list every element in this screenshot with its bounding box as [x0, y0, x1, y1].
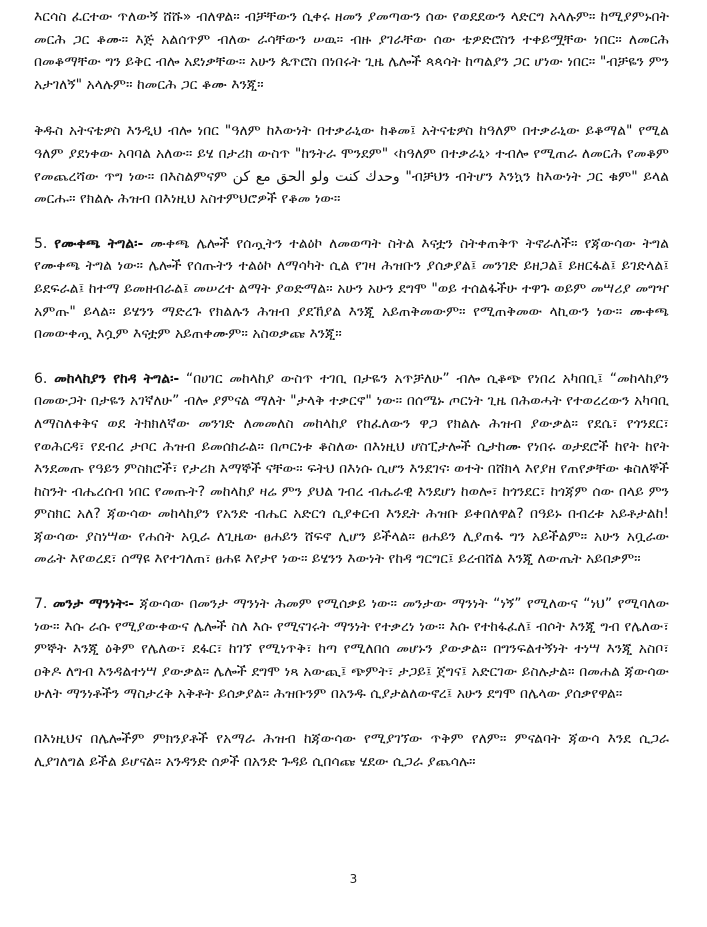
section-text: “በሀገር መከላከያ ውስጥ ተገቢ በታዬን አጥቻለሁ” ብሎ ሲቆጭ የነበረ አካበቢ፤ “መከላከያን በመውጋት በታዬን አገኛለሁ” ብሎ ያምናል ማለት "ታላቅ ተቃርኖ" ነው። በሰሜኑ ጦርነት ጊዜ በሕወሓት የተወረረውን አካባቢ ለማስለቀቅና ወደ ትክክለኛው መንገድ ለመመለስ መከላከያ የከፈለውን ዋጋ የክልሉ ሕዝብ ያውቃል። የደሴ፣ የጎንደር፣ የወሕርዳ፣ የደብረ ታቦር ሕዝብ ይመሰክራል። በጦርነቱ ቆስለው በእነዚህ ሆስፒታሎች ሲታከሙ የነበሩ ወታደሮች ከየት ከየት እንደመጡ የዓይን ምስክሮች፣ የታሪክ እማኞች ናቸው። ፍትህ በእነሱ ሲሆን እንደገና፡ ወተት በሸክላ እየያዘ የጠየቃቸው ቁስለኞች ከስንት ብሔረሰብ ነበር የመጡት? መከላከያ ዛሬ ምን ያህል ገብረ ብሔራዊ እንደሆነ ከወሎ፣ ከጎንደር፣ ከጎጃም ሰው በላይ ምን ምስክር አለ? ጃውሳው መከላከያን የአንድ ብሔር አድርጎ ሲያቀርብ እንዴት ሕዝቡ ይቀበለዋል? በዓይኑ በብረቱ አይቶታልከ! ጃውሳው ያስነሣው የሐሰት አቧራ ለጊዜው ፀሐይን ሸፍኖ ሊሆን ይችላል። ፀሐይን ሊያጠፋ ግን አይችልም። አሁን አቧራው መሬት እየወረደ፣ ሰማዩ እየተገለጠ፣ ፀሐዩ እየታየ ነው። ይሄንን እውነት የከዳ ግርግር፤ ይረብሸል እንጂ ለውጤት አይበቃም። [34, 370, 670, 568]
section-heading: መንታ ማንነት፡- [52, 596, 135, 613]
section-number: 7. [34, 596, 48, 613]
paragraph-intro [34, 6, 669, 96]
paragraph-text: በእነዚህና በሌሎችም ምክንያቶች የአማራ ሕዝብ ከጃውሳው የሚያገኘው ጥቅም የለም። ምናልባት ጃውሳ እንደ ሲጋራ ሊያገለግል ይችል ይሆናል። አንዳንድ ሰዎች በአንድ ጉዳይ ሲበሳጩ ሄደው ሲጋራ ያጨሳሉ። [34, 731, 669, 770]
paragraph-athanasius [34, 120, 669, 210]
paragraph-conclusion [34, 728, 669, 773]
paragraph-text: እርሳስ ፈርተው ጥለውኝ ሸሹ» ብለዋል። ብቻቸውን ሲቀሩ ዘመን ያመጣውን ሰው የወደደውን ላድርግ አላሉም። ከሚያምኑበት መርሕ ጋር ቆሙ። እጅ አልሰጥም ብለው ራሳቸውን ሠዉ። ብዙ ያገራቸው ሰው ቴዎድሮስን ተቀይሟቸው ነበር። ለመርሕ በመቆማቸው ግን ይቅር ብሎ አደነቃቸው። አሁን ጴጥሮስ በነበሩት ጊዜ ሌሎች ጳጳሳት ከጣልያን ጋር ሆነው ነበር። "ብቻዬን ምን አታገለኝ" አላሉም። ከመርሕ ጋር ቆሙ እንጂ። [34, 9, 669, 93]
section-text: ሙቀጫ ሌሎች የሰጧትን ተልዕኮ ለመወጣት ስትል እናቷን ስትቀጠቅጥ ትኖራለች። የጃውሳው ትግል የሙቀጫ ትግል ነው። ሌሎች የሰጡትን ተልዕኮ ለማሳካት ሲል የገዛ ሕዝቡን ያሰቃያል፤ መንገድ ይዘጋል፤ ይዘርፋል፤ ይገድላል፤ ይደፍራል፤ ከተማ ይመዘብራል፤ መሠረተ ልማት ያወድማል። አሁን አሁን ደግሞ "ወይ ተሰልፋችሁ ተዋጉ ወይም መሣሪያ መግዣ አምጡ" ይላል። ይሄንን ማድረጉ የክልሉን ሕዝብ ያደኸያል እንጂ አይጠቅመውም። የሚጠቅመው ላኪውን ነው። ሙቀጫ በመውቀጧ እሷም እናቷም አይጠቀሙም። አስወቃጩ እንጂ። [34, 235, 669, 343]
section-heading: የሙቀጫ ትግል፡- [54, 235, 144, 252]
section-heading: መከላከያን የከዳ ትግል፡- [54, 370, 180, 387]
section-text: ጃውሳው በመንታ ማንነት ሕመም የሚሰቃይ ነው። መንታው ማንነት “ነኝ” የሚለውና “ነህ” የሚባለው ነው። እሱ ራሱ የሚያውቀውና ሌሎች ስለ እሱ የሚናገሩት ማንነት የተቃረነ ነው። እሱ የተከፋፈለ፤ ብሶት እንጂ ግብ የሌለው፣ ምኞት እንጂ ዕቅም የሌለው፣ ደፋር፣ ከገኘ የሚነጥቅ፣ ከጣ የሚለበሰ መሆኑን ያውቃል። በግንፍልተኝነት ተነሣ እንጂ አስቦ፣ ዐቅዶ ለግብ እንዳልተነሣ ያውቃል። ሌሎች ደግሞ ነጻ አውጪ፤ ጭምት፣ ታጋይ፤ ጀግና፤ አድርገው ይስሉታል። በመሐል ጃውሳው ሁለት ማንነቶችን ማስታረቅ አቅቶት ይሰቃያል። ሕዝቡንም በአንዱ ሲያታልለውኖረ፤ አሁን ደግሞ በሌላው ያሰቃየዋል። [34, 596, 670, 703]
section-5 [34, 233, 669, 346]
section-7 [34, 593, 669, 706]
section-6 [34, 368, 669, 571]
paragraph-text: ቅዱስ አትናቴዎስ እንዲህ ብሎ ነበር "ዓለም ከእውነት በተቃራኒው ከቆመ፤ አትናቴዎስ ከዓለም በተቃራኒው ይቆማል" የሚል ዓለም ያደነቀው አባባል አለው። ይሄ በታሪክ ውስጥ "ከንትራ ሞንደም" ‹ከዓለም በተቃራኒ› ተብሎ የሚጠራ ለመርሕ የመቆም የመጨረሻው ጥግ ነው። በእስልምናም وحدك كنت ولو الحق مع كن "ብቻህን ብትሆን እንኳን ከእውነት ጋር ቁም" ይላል መርሑ። የክልሉ ሕዝብ በእነዚህ አስተምህሮዎች የቆመ ነው። [34, 123, 670, 208]
section-number: 6. [34, 370, 48, 387]
page-number: 3 [349, 872, 358, 886]
section-number: 5. [34, 235, 48, 252]
